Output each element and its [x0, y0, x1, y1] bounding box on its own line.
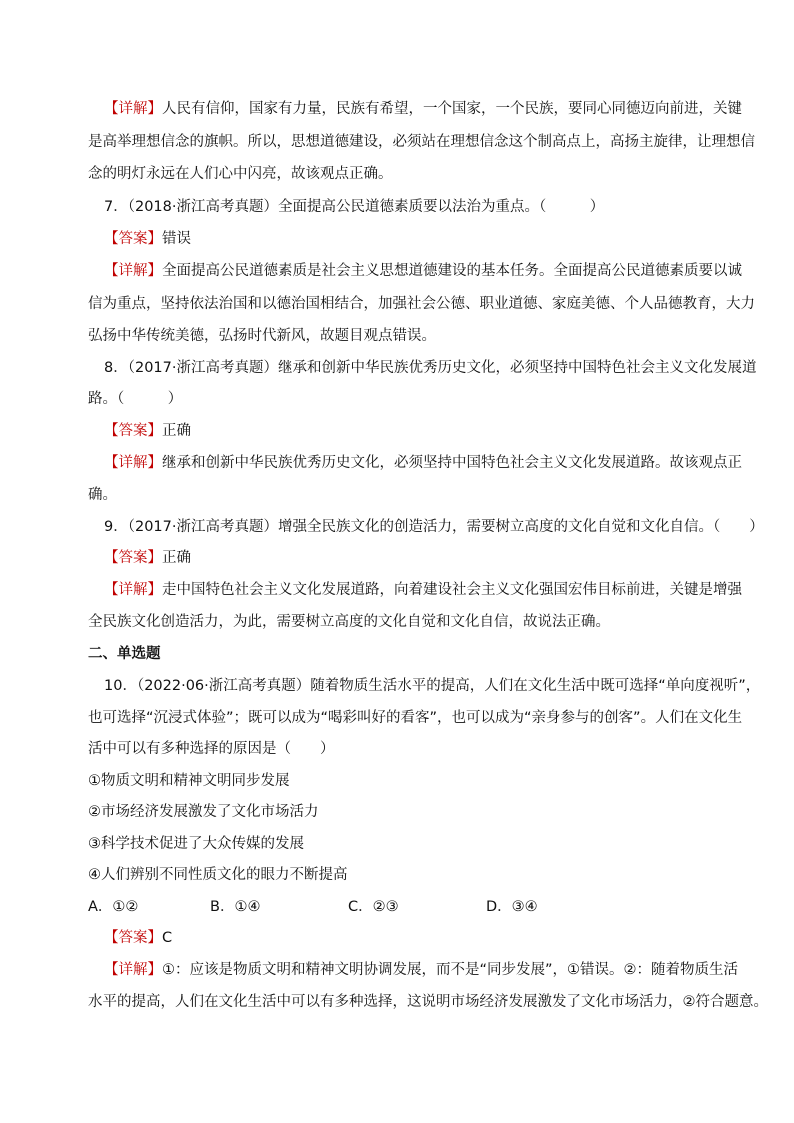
q6-detail-line-3: 念的明灯永远在人们心中闪亮，故该观点正确。 — [88, 166, 393, 182]
q10-item-3: ③科学技术促进了大众传媒的发展 — [88, 836, 304, 852]
detail-label: 【详解】 — [104, 455, 162, 471]
q9-answer-line — [104, 547, 191, 569]
q9-detail-line-2: 全民族文化创造活力，为此，需要树立高度的文化自觉和文化自信，故说法正确。 — [88, 614, 610, 630]
q7-detail-line-1 — [104, 260, 742, 282]
q10-detail-line-2: 水平的提高，人们在文化生活中可以有多种选择，这说明市场经济发展激发了文化市场活力，②符合题意。 — [88, 994, 768, 1010]
q10-stem-line-3: 活中可以有多种选择的原因是（ ） — [88, 741, 335, 757]
q7-detail-line-2: 信为重点，坚持依法治国和以德治国相结合，加强社会公德、职业道德、家庭美德、个人品德教育，大力 — [88, 296, 755, 312]
q7-answer-line — [104, 228, 191, 250]
q10-detail-text-1: ①：应该是物质文明和精神文明协调发展，而不是“同步发展”，①错误。②：随着物质生活 — [162, 962, 739, 978]
answer-label: 【答案】 — [104, 930, 162, 946]
detail-label: 【详解】 — [104, 101, 162, 117]
q10-option-d: D．③④ — [486, 899, 538, 915]
q10-option-c: C．②③ — [348, 899, 399, 915]
answer-label: 【答案】 — [104, 231, 162, 247]
q10-item-1: ①物质文明和精神文明同步发展 — [88, 773, 290, 789]
q8-detail-text-1: 继承和创新中华民族优秀历史文化，必须坚持中国特色社会主义文化发展道路。故该观点正 — [162, 455, 742, 471]
q10-answer: C — [162, 930, 173, 946]
q7-detail-line-3: 弘扬中华传统美德，弘扬时代新风，故题目观点错误。 — [88, 328, 436, 344]
detail-label: 【详解】 — [104, 582, 162, 598]
q10-option-b: B．①④ — [210, 899, 261, 915]
q7-detail-text-1: 全面提高公民道德素质是社会主义思想道德建设的基本任务。全面提高公民道德素质要以诚 — [162, 263, 742, 279]
detail-label: 【详解】 — [104, 962, 162, 978]
q9-detail-line-1 — [104, 579, 742, 601]
q10-stem-line-2: 也可选择“沉浸式体验”；既可以成为“喝彩叫好的看客”，也可以成为“亲身参与的创客”。人们在文化生 — [88, 710, 743, 726]
q10-detail-line-1 — [104, 959, 738, 981]
q8-detail-line-2: 确。 — [88, 487, 117, 503]
q8-stem-line-2: 路。（ ） — [88, 391, 183, 407]
q6-detail-text-1: 人民有信仰，国家有力量，民族有希望，一个国家，一个民族，要同心同德迈向前进，关键 — [162, 101, 742, 117]
section-title: 二、单选题 — [88, 646, 161, 662]
detail-label: 【详解】 — [104, 263, 162, 279]
q10-stem-line-1: 10．（2022·06·浙江高考真题）随着物质生活水平的提高，人们在文化生活中既可选择“单向度视听”， — [104, 678, 761, 694]
q7-stem: 7．（2018·浙江高考真题）全面提高公民道德素质要以法治为重点。（ ） — [104, 199, 605, 215]
q6-detail-line-2: 是高举理想信念的旗帜。所以，思想道德建设，必须站在理想信念这个制高点上，高扬主旋律，让理想信 — [88, 134, 755, 150]
q10-answer-line — [104, 927, 172, 949]
q7-answer: 错误 — [162, 231, 191, 247]
answer-label: 【答案】 — [104, 550, 162, 566]
q8-detail-line-1 — [104, 452, 742, 474]
q6-detail-line-1 — [104, 98, 742, 120]
q8-answer: 正确 — [162, 423, 191, 439]
q10-item-2: ②市场经济发展激发了文化市场活力 — [88, 804, 319, 820]
q9-detail-text-1: 走中国特色社会主义文化发展道路，向着建设社会主义文化强国宏伟目标前进，关键是增强 — [162, 582, 742, 598]
q9-stem: 9．（2017·浙江高考真题）增强全民族文化的创造活力，需要树立高度的文化自觉和文化自信。（ ） — [104, 519, 764, 535]
q8-stem-line-1: 8．（2017·浙江高考真题）继承和创新中华民族优秀历史文化，必须坚持中国特色社会主义文化发展道 — [104, 360, 757, 376]
q10-option-a: A．①② — [88, 899, 139, 915]
q9-answer: 正确 — [162, 550, 191, 566]
answer-label: 【答案】 — [104, 423, 162, 439]
q10-item-4: ④人们辨别不同性质文化的眼力不断提高 — [88, 867, 348, 883]
q8-answer-line — [104, 420, 191, 442]
